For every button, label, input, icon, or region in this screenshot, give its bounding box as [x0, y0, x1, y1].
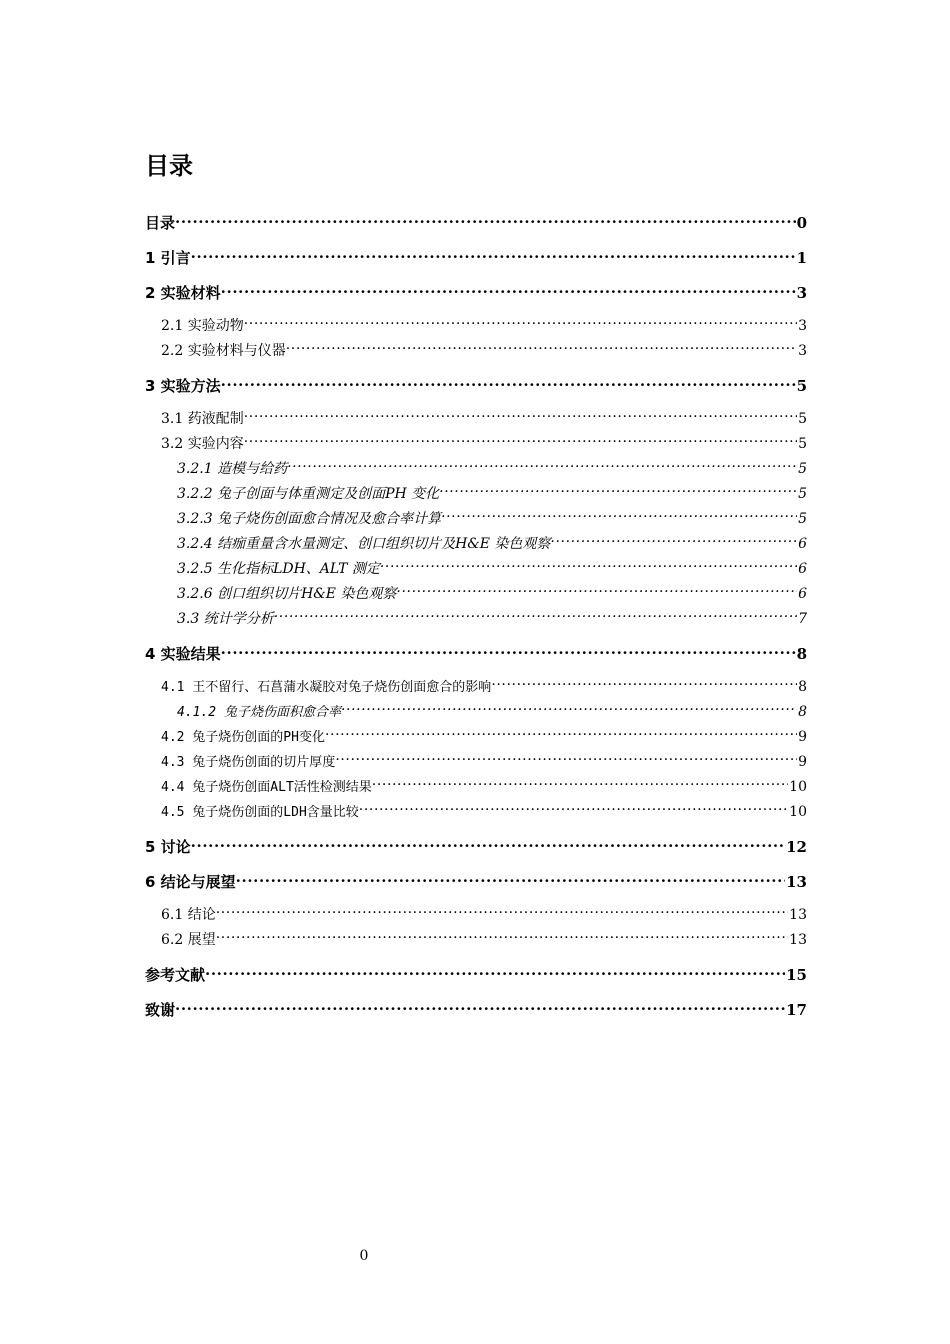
toc-entry-label: 3.2.3 兔子烧伤创面愈合情况及愈合率计算	[177, 511, 442, 527]
leader-dots	[221, 283, 796, 298]
leader-dots	[221, 376, 796, 391]
leader-dots	[205, 965, 785, 980]
toc-entry-page: 5	[798, 411, 807, 427]
leader-dots	[335, 752, 797, 766]
toc-entry-healing-rate[interactable]	[145, 507, 807, 532]
toc-entry-page: 10	[789, 804, 807, 820]
leader-dots	[396, 584, 797, 598]
toc-entry-label: 3.2.1 造模与给药	[177, 461, 288, 477]
toc-entry-label: 3.2.5 生化指标LDH、ALT 测定	[177, 561, 380, 577]
leader-dots	[491, 677, 797, 691]
toc-entry-he-staining[interactable]	[145, 582, 807, 607]
leader-dots	[244, 316, 797, 330]
leader-dots	[216, 930, 788, 944]
toc-entry-label: 致谢	[145, 1001, 176, 1019]
toc-entry-scab-water[interactable]	[145, 532, 807, 557]
leader-dots	[372, 777, 788, 791]
toc-entry-label: 目录	[145, 214, 176, 232]
toc-entry-label: 3 实验方法	[145, 377, 221, 395]
toc-entry-results[interactable]	[145, 641, 807, 667]
toc-entry-page: 5	[798, 511, 807, 527]
toc-entry-page: 9	[798, 754, 807, 770]
page-number: 0	[359, 1248, 369, 1264]
toc-entry-page: 6	[798, 561, 807, 577]
toc-entry-ldh[interactable]	[145, 800, 807, 825]
leader-dots	[175, 1000, 785, 1015]
toc-entry-alt[interactable]	[145, 775, 807, 800]
toc-entry-page: 6	[798, 536, 807, 552]
toc-entry-page: 13	[789, 932, 807, 948]
toc-entry-page: 3	[796, 284, 807, 302]
toc-entry-label: 3.1 药液配制	[161, 411, 244, 427]
toc-entry-outlook[interactable]	[145, 928, 807, 953]
toc-entry-label: 3.2.6 创口组织切片H&E 染色观察	[177, 586, 397, 602]
toc-entry-area-rate[interactable]	[145, 700, 807, 725]
leader-dots	[287, 459, 797, 473]
toc-entry-statistics[interactable]	[145, 607, 807, 632]
toc-entry-label: 4.1 王不留行、石菖蒲水凝胶对兔子烧伤创面愈合的影响	[161, 680, 492, 695]
toc-entry-page: 5	[796, 377, 807, 395]
toc-entry-label: 4.5 兔子烧伤创面的LDH含量比较	[161, 805, 359, 820]
toc-entry-page: 8	[798, 704, 807, 720]
toc-entry-biochem[interactable]	[145, 557, 807, 582]
toc-entry-page: 7	[798, 611, 807, 627]
table-of-contents	[145, 210, 807, 1023]
toc-entry-label: 3.3 统计学分析	[177, 611, 274, 627]
leader-dots	[221, 644, 796, 659]
leader-dots	[359, 802, 788, 816]
leader-dots	[341, 702, 797, 716]
toc-entry-label: 4.2 兔子烧伤创面的PH变化	[161, 730, 325, 745]
toc-entry-label: 6.2 展望	[161, 932, 216, 948]
toc-entry-page: 10	[789, 779, 807, 795]
leader-dots	[244, 409, 797, 423]
toc-entry-page: 8	[796, 645, 807, 663]
toc-entry-page: 1	[796, 249, 807, 267]
toc-entry-page: 3	[798, 318, 807, 334]
toc-entry-page: 5	[798, 436, 807, 452]
toc-entry-effect[interactable]	[145, 675, 807, 700]
toc-entry-instruments[interactable]	[145, 339, 807, 364]
toc-entry-label: 4.4 兔子烧伤创面ALT活性检测结果	[161, 780, 372, 795]
toc-entry-label: 2 实验材料	[145, 284, 221, 302]
leader-dots	[216, 905, 788, 919]
leader-dots	[439, 484, 797, 498]
toc-entry-page: 8	[798, 679, 807, 695]
leader-dots	[191, 248, 796, 263]
toc-entry-label: 2.2 实验材料与仪器	[161, 343, 286, 359]
toc-entry-modeling[interactable]	[145, 457, 807, 482]
toc-entry-page: 13	[786, 873, 807, 891]
leader-dots	[550, 534, 797, 548]
toc-entry-page: 13	[789, 907, 807, 923]
toc-entry-page: 17	[786, 1001, 807, 1019]
leader-dots	[325, 727, 797, 741]
toc-entry-thickness[interactable]	[145, 750, 807, 775]
toc-entry-materials[interactable]	[145, 280, 807, 306]
toc-entry-discussion[interactable]	[145, 834, 807, 860]
toc-entry-label: 3.2 实验内容	[161, 436, 244, 452]
leader-dots	[441, 509, 797, 523]
toc-entry-page: 9	[798, 729, 807, 745]
toc-entry-label: 2.1 实验动物	[161, 318, 244, 334]
toc-entry-conclusion-outlook[interactable]	[145, 869, 807, 895]
toc-entry-page: 0	[796, 214, 807, 232]
leader-dots	[236, 872, 785, 887]
toc-entry-contents[interactable]	[145, 210, 807, 236]
toc-entry-page: 5	[798, 461, 807, 477]
toc-entry-label: 6 结论与展望	[145, 873, 236, 891]
toc-entry-label: 5 讨论	[145, 838, 191, 856]
leader-dots	[274, 609, 797, 623]
leader-dots	[191, 837, 785, 852]
toc-entry-label: 1 引言	[145, 249, 191, 267]
toc-entry-introduction[interactable]	[145, 245, 807, 271]
toc-entry-content[interactable]	[145, 432, 807, 457]
leader-dots	[175, 213, 796, 228]
toc-entry-acknowledgements[interactable]	[145, 997, 807, 1023]
toc-entry-references[interactable]	[145, 962, 807, 988]
leader-dots	[286, 341, 797, 355]
toc-entry-page: 5	[798, 486, 807, 502]
toc-entry-label: 3.2.4 结痂重量含水量测定、创口组织切片及H&E 染色观察	[177, 536, 551, 552]
toc-entry-page: 15	[786, 966, 807, 984]
toc-entry-ph-change[interactable]	[145, 725, 807, 750]
toc-entry-label: 3.2.2 兔子创面与体重测定及创面PH 变化	[177, 486, 440, 502]
toc-entry-page: 6	[798, 586, 807, 602]
toc-entry-label: 6.1 结论	[161, 907, 216, 923]
toc-entry-label: 4.3 兔子烧伤创面的切片厚度	[161, 755, 336, 770]
toc-entry-label: 4 实验结果	[145, 645, 221, 663]
leader-dots	[380, 559, 797, 573]
toc-entry-label: 4.1.2 兔子烧伤面积愈合率	[177, 705, 341, 720]
page-title: 目录	[145, 152, 193, 180]
toc-entry-preparation[interactable]	[145, 407, 807, 432]
toc-entry-page: 12	[786, 838, 807, 856]
toc-entry-conclusion[interactable]	[145, 903, 807, 928]
toc-entry-page: 3	[798, 343, 807, 359]
toc-entry-label: 参考文献	[145, 966, 206, 984]
toc-entry-weight-ph[interactable]	[145, 482, 807, 507]
toc-entry-animals[interactable]	[145, 314, 807, 339]
toc-entry-methods[interactable]	[145, 373, 807, 399]
leader-dots	[244, 434, 797, 448]
